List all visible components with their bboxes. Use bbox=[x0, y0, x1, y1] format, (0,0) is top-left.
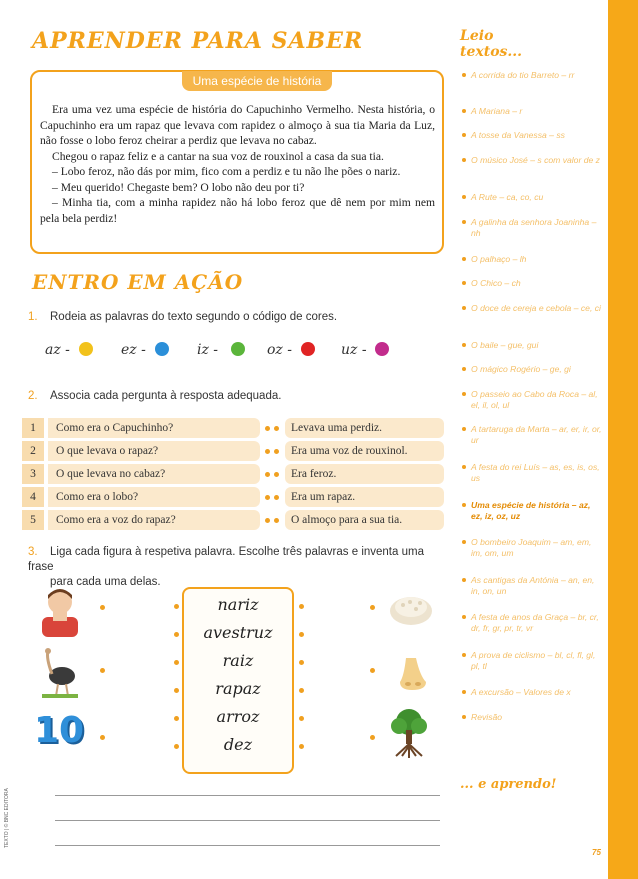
question-number: 5 bbox=[22, 510, 44, 530]
matching-row bbox=[22, 487, 444, 507]
story-text bbox=[40, 102, 435, 226]
answer-cell: Era um rapaz. bbox=[285, 487, 444, 507]
link-dot[interactable] bbox=[265, 426, 270, 431]
sidebar-item: O bombeiro Joaquim – am, em, im, om, um bbox=[462, 537, 602, 559]
nose-picture bbox=[396, 654, 430, 694]
link-dot[interactable] bbox=[265, 472, 270, 477]
section-heading-entro: ENTRO EM AÇÃO bbox=[32, 270, 244, 294]
story-paragraph: – Lobo feroz, não dás por mim, fico com a perdiz e tu não lhe pões o nariz. bbox=[52, 165, 401, 178]
link-dot[interactable] bbox=[100, 668, 105, 673]
tree-roots-picture bbox=[384, 708, 434, 758]
sidebar-item: Revisão bbox=[462, 712, 602, 723]
exercise-number: 3. bbox=[28, 546, 38, 558]
link-dot[interactable] bbox=[274, 449, 279, 454]
link-dot[interactable] bbox=[274, 426, 279, 431]
writing-line[interactable] bbox=[55, 795, 440, 796]
answer-cell: Era feroz. bbox=[285, 464, 444, 484]
story-title: Uma espécie de história bbox=[182, 71, 332, 91]
section-heading-aprender: APRENDER PARA SABER bbox=[32, 28, 364, 54]
sidebar-item-active: Uma espécie de história – az, ez, iz, oz, uz bbox=[462, 500, 602, 522]
exercise-text: Liga cada figura à respetiva palavra. Escolhe três palavras e inventa uma frase bbox=[28, 546, 424, 573]
link-dot[interactable] bbox=[370, 735, 375, 740]
sidebar-item: O mágico Rogério – ge, gi bbox=[462, 364, 602, 375]
link-dot[interactable] bbox=[174, 632, 179, 637]
word-list-box bbox=[182, 587, 294, 774]
exercise-text: para cada uma delas. bbox=[50, 576, 161, 588]
question-cell: Como era o Capuchinho? bbox=[48, 418, 260, 438]
exercise-3-instruction bbox=[28, 545, 448, 590]
story-paragraph: Chegou o rapaz feliz e a cantar na sua voz de rouxinol a casa da sua tia. bbox=[52, 149, 384, 163]
question-cell: Como era o lobo? bbox=[48, 487, 260, 507]
exercise-number: 1. bbox=[28, 311, 38, 323]
answer-cell: Levava uma perdiz. bbox=[285, 418, 444, 438]
word-item: avestruz bbox=[203, 623, 273, 642]
sidebar-item: O doce de cereja e cebola – ce, ci bbox=[462, 303, 602, 314]
link-dot[interactable] bbox=[100, 605, 105, 610]
sidebar-title-line: textos... bbox=[460, 44, 523, 60]
sidebar-item: A festa do rei Luís – as, es, is, os, us bbox=[462, 462, 602, 484]
question-number: 3 bbox=[22, 464, 44, 484]
sidebar-item: A tartaruga da Marta – ar, er, ir, or, ur bbox=[462, 424, 602, 446]
link-dot[interactable] bbox=[299, 744, 304, 749]
page-number: 75 bbox=[592, 848, 601, 857]
side-color-bar bbox=[608, 0, 638, 879]
word-item: raiz bbox=[222, 651, 254, 670]
syllable-iz: iz - bbox=[197, 342, 219, 358]
sidebar-item: A festa de anos da Graça – br, cr, dr, fr, gr, pr, tr, vr bbox=[462, 612, 602, 634]
rice-picture bbox=[388, 587, 434, 627]
question-cell: Como era a voz do rapaz? bbox=[48, 510, 260, 530]
color-code-legend bbox=[45, 342, 405, 368]
sidebar-item: As cantigas da Antónia – an, en, in, on, un bbox=[462, 575, 602, 597]
exercise-text: Rodeia as palavras do texto segundo o código de cores. bbox=[50, 311, 338, 323]
story-paragraph: Era uma vez uma espécie de história do Capuchinho Vermelho. Nesta história, o Capuchinho era um rapaz que levava com rapidez o almoço à sua tia Maria da Luz, não fosse o lobo feroz cheirar a perdiz que levava no cabaz. bbox=[40, 103, 435, 147]
exercise-number: 2. bbox=[28, 390, 38, 402]
sidebar-item: O músico José – s com valor de z bbox=[462, 155, 602, 166]
link-dot[interactable] bbox=[299, 604, 304, 609]
link-dot[interactable] bbox=[174, 660, 179, 665]
link-dot[interactable] bbox=[265, 495, 270, 500]
syllable-oz: oz - bbox=[267, 342, 292, 358]
sidebar-item: A Rute – ca, co, cu bbox=[462, 192, 602, 203]
link-dot[interactable] bbox=[370, 668, 375, 673]
word-item: nariz bbox=[217, 595, 259, 614]
yellow-paint-splash-icon bbox=[79, 342, 93, 356]
green-paint-splash-icon bbox=[231, 342, 245, 356]
sidebar-item: A excursão – Valores de x bbox=[462, 687, 602, 698]
question-cell: O que levava no cabaz? bbox=[48, 464, 260, 484]
exercise-2-instruction bbox=[28, 390, 281, 402]
link-dot[interactable] bbox=[299, 660, 304, 665]
link-dot[interactable] bbox=[174, 688, 179, 693]
sidebar-item: A Mariana – r bbox=[462, 106, 602, 117]
exercise-text: Associa cada pergunta à resposta adequada. bbox=[50, 390, 282, 402]
link-dot[interactable] bbox=[274, 495, 279, 500]
link-dot[interactable] bbox=[274, 518, 279, 523]
sidebar-footer: ... e aprendo! bbox=[460, 777, 557, 792]
word-item: rapaz bbox=[215, 679, 261, 698]
matching-row bbox=[22, 418, 444, 438]
link-dot[interactable] bbox=[299, 716, 304, 721]
sidebar-item: O Chico – ch bbox=[462, 278, 602, 289]
writing-line[interactable] bbox=[55, 820, 440, 821]
link-dot[interactable] bbox=[274, 472, 279, 477]
link-dot[interactable] bbox=[100, 735, 105, 740]
exercise-1-instruction bbox=[28, 311, 337, 323]
sidebar-item: A galinha da senhora Joaninha – nh bbox=[462, 217, 602, 239]
matching-row bbox=[22, 464, 444, 484]
red-paint-splash-icon bbox=[301, 342, 315, 356]
question-cell: O que levava o rapaz? bbox=[48, 441, 260, 461]
matching-row bbox=[22, 441, 444, 461]
link-dot[interactable] bbox=[174, 716, 179, 721]
syllable-ez: ez - bbox=[121, 342, 146, 358]
purple-paint-splash-icon bbox=[375, 342, 389, 356]
answer-cell: Era uma voz de rouxinol. bbox=[285, 441, 444, 461]
matching-row bbox=[22, 510, 444, 530]
sidebar-item: O baile – gue, gui bbox=[462, 340, 602, 351]
link-dot[interactable] bbox=[299, 632, 304, 637]
word-item: arroz bbox=[216, 707, 260, 726]
story-box bbox=[30, 70, 444, 254]
word-item: dez bbox=[223, 735, 253, 754]
writing-line[interactable] bbox=[55, 845, 440, 846]
copyright-text: TEXTO | © BNC EDITORA bbox=[4, 788, 10, 848]
ostrich-picture bbox=[40, 648, 80, 698]
sidebar-item: A prova de ciclismo – bl, cl, fl, gl, pl, tl bbox=[462, 650, 602, 672]
link-dot[interactable] bbox=[174, 604, 179, 609]
sidebar-title bbox=[460, 28, 522, 60]
question-number: 4 bbox=[22, 487, 44, 507]
link-dot[interactable] bbox=[174, 744, 179, 749]
sidebar-contents bbox=[452, 0, 602, 879]
syllable-uz: uz - bbox=[341, 342, 367, 358]
question-number: 2 bbox=[22, 441, 44, 461]
question-number: 1 bbox=[22, 418, 44, 438]
answer-cell: O almoço para a sua tia. bbox=[285, 510, 444, 530]
sidebar-item: O palhaço – lh bbox=[462, 254, 602, 265]
blue-paint-splash-icon bbox=[155, 342, 169, 356]
sidebar-title-line: Leio bbox=[460, 28, 494, 44]
boy-picture bbox=[38, 587, 82, 637]
sidebar-item: O passeio ao Cabo da Roca – al, el, il, ol, ul bbox=[462, 389, 602, 411]
story-paragraph: – Meu querido! Chegaste bem? O lobo não deu por ti? bbox=[52, 180, 305, 194]
sidebar-item: A tosse da Vanessa – ss bbox=[462, 130, 602, 141]
number-10-picture: 10 bbox=[34, 710, 85, 751]
link-dot[interactable] bbox=[370, 605, 375, 610]
link-dot[interactable] bbox=[299, 688, 304, 693]
link-dot[interactable] bbox=[265, 449, 270, 454]
syllable-az: az - bbox=[45, 342, 70, 358]
link-dot[interactable] bbox=[265, 518, 270, 523]
story-paragraph: – Minha tia, com a minha rapidez não há lobo feroz que dê nem por mim nem pela bela perdiz! bbox=[40, 196, 435, 225]
sidebar-item: A corrida do tio Barreto – rr bbox=[462, 70, 602, 81]
